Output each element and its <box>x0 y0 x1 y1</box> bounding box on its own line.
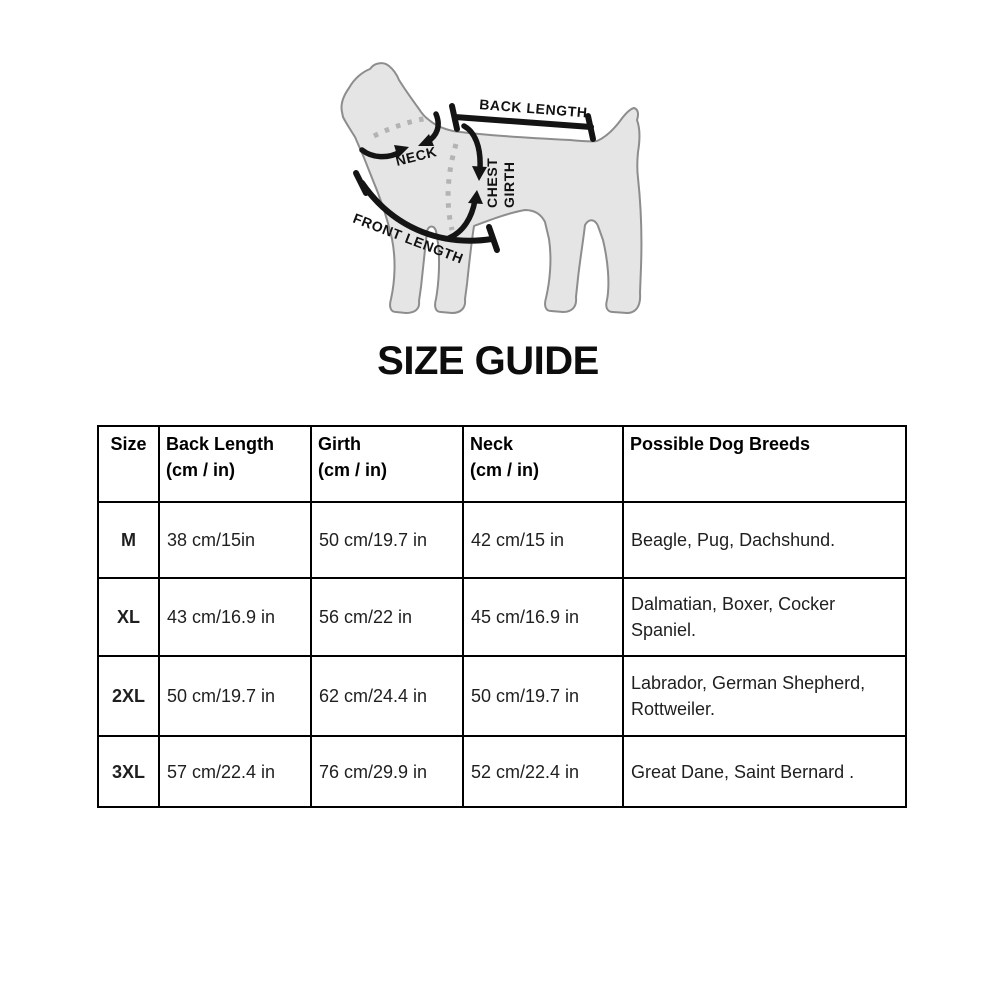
table-row <box>98 502 906 578</box>
cell-girth: 62 cm/24.4 in <box>311 656 463 736</box>
header-neck-unit: (cm / in) <box>470 460 540 480</box>
header-size-text: Size <box>110 434 147 454</box>
cell-girth: 56 cm/22 in <box>311 578 463 656</box>
cell-breeds: Great Dane, Saint Bernard . <box>623 736 906 807</box>
header-girth <box>311 426 463 502</box>
cell-size: 2XL <box>98 656 159 736</box>
dog-measurement-diagram <box>328 42 672 348</box>
cell-neck: 52 cm/22.4 in <box>463 736 623 807</box>
header-girth-unit: (cm / in) <box>318 460 388 480</box>
size-table <box>97 425 907 808</box>
chest-girth-label <box>484 158 517 208</box>
header-girth-text: Girth <box>318 434 361 454</box>
cell-girth: 76 cm/29.9 in <box>311 736 463 807</box>
cell-girth: 50 cm/19.7 in <box>311 502 463 578</box>
svg-text:CHEST: CHEST <box>484 157 500 208</box>
back-length-label: BACK LENGTH <box>478 96 589 121</box>
cell-back-length: 38 cm/15in <box>159 502 311 578</box>
header-back-length <box>159 426 311 502</box>
cell-breeds: Beagle, Pug, Dachshund. <box>623 502 906 578</box>
header-neck-text: Neck <box>470 434 514 454</box>
cell-neck: 45 cm/16.9 in <box>463 578 623 656</box>
table-row <box>98 578 906 656</box>
cell-back-length: 57 cm/22.4 in <box>159 736 311 807</box>
header-back-length-text: Back Length <box>166 434 275 454</box>
header-size <box>98 426 159 502</box>
cell-back-length: 50 cm/19.7 in <box>159 656 311 736</box>
neck-label: NECK <box>393 143 439 169</box>
page-title: SIZE GUIDE <box>377 339 599 383</box>
table-header-row <box>98 426 906 502</box>
header-breeds <box>623 426 906 502</box>
cell-neck: 50 cm/19.7 in <box>463 656 623 736</box>
cell-breeds: Dalmatian, Boxer, Cocker Spaniel. <box>623 578 906 656</box>
cell-size: M <box>98 502 159 578</box>
cell-neck: 42 cm/15 in <box>463 502 623 578</box>
cell-size: 3XL <box>98 736 159 807</box>
front-length-label: FRONT LENGTH <box>350 209 466 267</box>
header-neck <box>463 426 623 502</box>
cell-back-length: 43 cm/16.9 in <box>159 578 311 656</box>
cell-size: XL <box>98 578 159 656</box>
table-row <box>98 656 906 736</box>
svg-text:GIRTH: GIRTH <box>501 161 517 208</box>
header-breeds-text: Possible Dog Breeds <box>630 434 811 454</box>
table-row <box>98 736 906 807</box>
cell-breeds: Labrador, German Shepherd, Rottweiler. <box>623 656 906 736</box>
header-back-length-unit: (cm / in) <box>166 460 236 480</box>
